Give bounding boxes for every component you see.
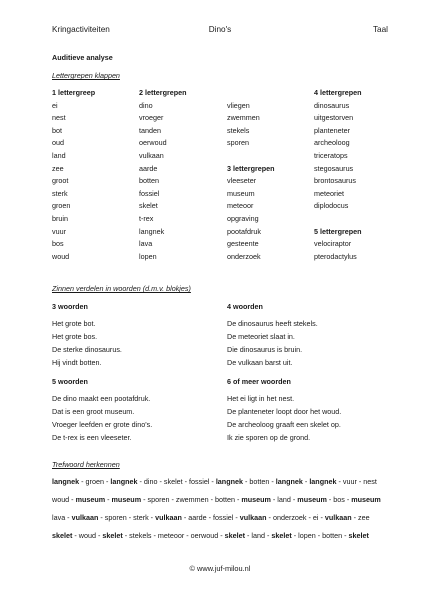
list-item: lopen	[139, 251, 157, 261]
list-item: vuur	[52, 226, 66, 236]
section-heading-trefwoord: Trefwoord herkennen	[52, 460, 120, 469]
word: -	[302, 477, 310, 486]
keyword: langnek	[110, 477, 138, 486]
list-item: velociraptor	[314, 239, 352, 249]
trefwoord-row	[52, 513, 370, 522]
word: lava -	[52, 513, 72, 522]
trefwoord-row	[52, 495, 381, 504]
header-center: Dino's	[208, 25, 232, 34]
word: - lopen - botten -	[291, 531, 349, 540]
list-item: dinosaurus	[314, 100, 350, 110]
word: - groen -	[79, 477, 111, 486]
sentence-list	[227, 392, 341, 444]
keyword: museum	[297, 495, 327, 504]
list-item: planteneter	[314, 125, 350, 135]
word-list	[314, 100, 362, 213]
keyword: langnek	[275, 477, 303, 486]
section-heading-zinnen: Zinnen verdelen in woorden (d.m.v. blokjes)	[52, 284, 191, 293]
word-list	[52, 100, 95, 264]
list-item: De planteneter loopt door het woud.	[227, 407, 342, 416]
sentence-list	[227, 317, 318, 369]
list-item: De vulkaan barst uit.	[227, 358, 293, 367]
word: - bos -	[326, 495, 352, 504]
list-item: vliegen	[227, 100, 250, 110]
page-title: Auditieve analyse	[52, 53, 113, 62]
list-item: De dinosaurus heeft stekels.	[227, 319, 318, 328]
list-item: botten	[139, 176, 159, 186]
list-item: bruin	[52, 213, 68, 223]
keyword: langnek	[52, 477, 80, 486]
list-item: meteoor	[227, 201, 254, 211]
list-item: archeoloog	[314, 138, 350, 148]
word: -	[105, 495, 112, 504]
sentences-heading: 4 woorden	[227, 302, 263, 311]
list-item: Hij vindt botten.	[52, 358, 102, 367]
trefwoord-row	[52, 477, 377, 486]
sentences-heading: 6 of meer woorden	[227, 377, 291, 386]
list-item: museum	[227, 188, 255, 198]
list-item: brontosaurus	[314, 176, 356, 186]
trefwoord-row	[52, 531, 369, 540]
list-item: oud	[52, 138, 64, 148]
keyword: vulkaan	[71, 513, 99, 522]
word: - sporen - zwemmen - botten -	[141, 495, 242, 504]
word-list	[314, 238, 362, 263]
list-item: langnek	[139, 226, 165, 236]
list-item: opgraving	[227, 213, 259, 223]
list-item: Vroeger leefden er grote dino's.	[52, 420, 153, 429]
list-item: bot	[52, 125, 62, 135]
header-left: Kringactiviteiten	[52, 25, 110, 34]
list-item: Het grote bot.	[52, 319, 96, 328]
header-right: Taal	[372, 25, 388, 34]
word: - onderzoek - ei -	[266, 513, 325, 522]
word: - aarde - fossiel -	[181, 513, 240, 522]
sentence-list	[52, 392, 152, 444]
sentences-heading: 5 woorden	[52, 377, 88, 386]
sentences-heading: 3 woorden	[52, 302, 88, 311]
list-item: ei	[52, 100, 58, 110]
keyword: museum	[111, 495, 142, 504]
list-item: sporen	[227, 138, 249, 148]
list-item: pootafdruk	[227, 226, 261, 236]
list-item: sterk	[52, 188, 68, 198]
list-item: bos	[52, 239, 64, 249]
list-item: aarde	[139, 163, 158, 173]
sentences-4-woorden	[227, 300, 318, 369]
list-item: land	[52, 150, 66, 160]
keyword: langnek	[215, 477, 243, 486]
keyword: skelet	[102, 531, 123, 540]
list-item: diplodocus	[314, 201, 349, 211]
list-item: fossiel	[139, 188, 160, 198]
column-heading: 5 lettergrepen	[314, 226, 362, 236]
list-item: De t-rex is een vleeseter.	[52, 433, 132, 442]
column-heading: 3 lettergrepen	[227, 163, 275, 173]
list-item: uitgestorven	[314, 113, 354, 123]
word: woud -	[52, 495, 76, 504]
list-item: pterodactylus	[314, 251, 357, 261]
list-item: woud	[52, 251, 70, 261]
word: - land -	[245, 531, 272, 540]
list-item: Het grote bos.	[52, 332, 98, 341]
list-item: t-rex	[139, 213, 154, 223]
keyword: vulkaan	[239, 513, 267, 522]
list-item: nest	[52, 113, 66, 123]
sentence-list	[52, 317, 122, 369]
list-item: gesteente	[227, 239, 259, 249]
word: - dino - skelet - fossiel -	[137, 477, 216, 486]
word-list	[227, 100, 275, 150]
column-heading: 1 lettergreep	[52, 88, 96, 97]
word: - woud -	[72, 531, 103, 540]
word-list	[139, 100, 187, 264]
word: - zee	[351, 513, 370, 522]
column-heading: 4 lettergrepen	[314, 88, 362, 97]
list-item: dino	[139, 100, 153, 110]
list-item: vroeger	[139, 113, 164, 123]
section-heading-lettergrepen: Lettergrepen klappen	[52, 71, 120, 80]
keyword: skelet	[271, 531, 292, 540]
column-3-lettergrepen	[227, 87, 275, 263]
list-item: meteoriet	[314, 188, 344, 198]
list-item: groot	[52, 176, 69, 186]
list-item: stegosaurus	[314, 163, 354, 173]
word: - botten -	[242, 477, 276, 486]
keyword: museum	[351, 495, 381, 504]
keyword: vulkaan	[155, 513, 182, 522]
column-4-lettergrepen	[314, 87, 362, 263]
word: - stekels - meteoor - oerwoud -	[122, 531, 225, 540]
word: - vuur - nest	[336, 477, 377, 486]
footer-copyright: © www.juf-milou.nl	[189, 564, 251, 573]
list-item: vleeseter	[227, 176, 257, 186]
list-item: lava	[139, 239, 153, 249]
keyword: skelet	[224, 531, 245, 540]
list-item: tanden	[139, 125, 161, 135]
list-item: De meteoriet slaat in.	[227, 332, 295, 341]
list-item: groen	[52, 201, 71, 211]
list-item: Dat is een groot museum.	[52, 407, 135, 416]
keyword: vulkaan	[324, 513, 352, 522]
keyword: skelet	[52, 531, 73, 540]
list-item: Ik zie sporen op de grond.	[227, 433, 311, 442]
list-item: De sterke dinosaurus.	[52, 345, 122, 354]
list-item: Het ei ligt in het nest.	[227, 394, 295, 403]
column-1-lettergreep	[52, 87, 95, 263]
list-item: Die dinosaurus is bruin.	[227, 345, 303, 354]
keyword: museum	[75, 495, 106, 504]
keyword: langnek	[309, 477, 337, 486]
list-item: zwemmen	[227, 113, 260, 123]
sentences-6-woorden	[227, 375, 341, 444]
column-heading: 2 lettergrepen	[139, 88, 187, 97]
word: - sporen - sterk -	[98, 513, 156, 522]
list-item: triceratops	[314, 150, 348, 160]
list-item: zee	[52, 163, 64, 173]
list-item: De dino maakt een pootafdruk.	[52, 394, 151, 403]
keyword: museum	[241, 495, 271, 504]
sentences-5-woorden	[52, 375, 152, 444]
list-item: De archeoloog graaft een skelet op.	[227, 420, 341, 429]
word: - land -	[270, 495, 298, 504]
sentences-3-woorden	[52, 300, 122, 369]
list-item: vulkaan	[139, 150, 164, 160]
word-list	[227, 175, 275, 263]
list-item: oerwoud	[139, 138, 167, 148]
keyword: skelet	[348, 531, 369, 540]
list-item: stekels	[227, 125, 250, 135]
column-2-lettergrepen	[139, 87, 187, 263]
list-item: skelet	[139, 201, 158, 211]
list-item: onderzoek	[227, 251, 261, 261]
